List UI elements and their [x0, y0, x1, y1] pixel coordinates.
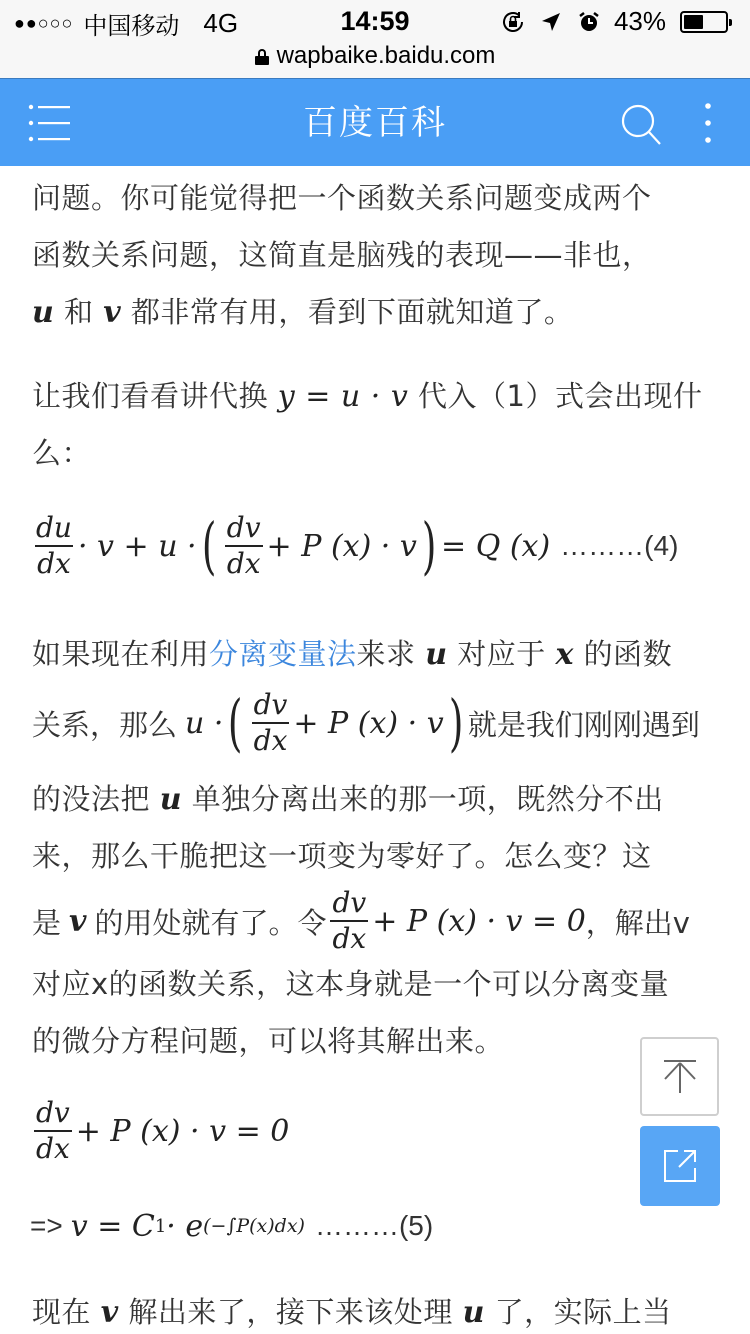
more-vertical-icon	[690, 93, 726, 153]
text-line: 对应x的函数关系，这本身就是一个可以分离变量	[32, 967, 670, 1001]
math-var: u	[462, 1295, 485, 1330]
math-expr: · v + u ·	[77, 528, 197, 564]
text: 来求	[356, 637, 416, 671]
math-var: v	[100, 1295, 119, 1330]
equation-5	[30, 1196, 433, 1256]
paragraph-continued	[32, 771, 722, 885]
back-to-top-icon	[660, 1057, 700, 1097]
math-expr: + P (x) · v = 0	[75, 1113, 290, 1149]
paragraph-continued	[32, 956, 722, 1070]
search-icon	[614, 97, 670, 153]
text: 的用处就有了。令	[94, 905, 327, 940]
text: 关系，那么	[32, 707, 178, 742]
math-var: u	[159, 782, 183, 817]
text-line	[32, 626, 722, 683]
text-line: 函数关系问题，这简直是脑残的表现——非也，	[32, 238, 652, 272]
math-var: x	[555, 637, 574, 672]
text: 的函数	[583, 637, 673, 671]
text: 是	[32, 905, 62, 940]
equation-4	[30, 501, 678, 591]
article-content	[0, 166, 750, 1334]
list-menu-icon	[20, 95, 76, 151]
status-bar	[0, 0, 750, 78]
share-button[interactable]	[640, 1126, 720, 1206]
subscript: 1	[154, 1215, 167, 1237]
equation-homogeneous	[30, 1091, 289, 1171]
app-header	[0, 78, 750, 166]
equation-label: ………(5)	[314, 1210, 434, 1241]
back-to-top-button[interactable]	[640, 1037, 719, 1116]
url-text: wapbaike.baidu.com	[276, 42, 496, 69]
paragraph	[32, 170, 722, 341]
more-button[interactable]	[690, 93, 726, 153]
share-external-icon	[662, 1148, 698, 1184]
text-line	[32, 1284, 722, 1334]
fraction: $\frac{dv}{dx}$	[332, 886, 367, 955]
paren-open: (	[228, 686, 243, 759]
math-expr: + P (x) · v = 0	[372, 903, 586, 939]
alarm-icon	[576, 9, 602, 35]
text-line: 么：	[32, 436, 92, 470]
clock: 14:59	[340, 6, 410, 36]
fraction: $\frac{du}{dx}$	[36, 511, 72, 580]
paren-close: )	[448, 686, 464, 759]
paragraph	[32, 368, 722, 482]
paren-close: )	[421, 509, 437, 582]
math-expr: + P (x) · v	[293, 705, 444, 741]
lock-icon	[255, 49, 269, 65]
paragraph	[32, 1284, 722, 1334]
text-line: 问题。你可能觉得把一个函数关系问题变成两个	[32, 181, 652, 215]
math-var: u	[425, 637, 448, 672]
battery-icon	[680, 11, 728, 33]
text: 如果现在利用	[32, 637, 210, 671]
text-line	[32, 368, 722, 425]
menu-button[interactable]	[20, 95, 76, 151]
carrier-name: 中国移动	[83, 12, 180, 40]
superscript: (−∫P(x)dx)	[203, 1215, 305, 1237]
math-expr: v = C	[70, 1208, 155, 1244]
app-title: 百度百科	[303, 103, 447, 143]
orientation-lock-icon	[500, 9, 526, 35]
text: 和	[64, 295, 94, 329]
text: 解出来了，接下来该处理	[128, 1295, 453, 1329]
text-line	[32, 284, 722, 341]
math-formula: y = u · v	[277, 379, 409, 414]
text-line-with-formula	[32, 881, 690, 961]
text: 对应于	[457, 637, 546, 671]
fraction: $\frac{dv}{dx}$	[36, 1096, 70, 1165]
paragraph	[32, 626, 722, 683]
text: 了，实际上当	[494, 1295, 672, 1329]
address-bar[interactable]	[0, 40, 750, 72]
math-var: v	[69, 903, 87, 939]
text: 代入（1）式会出现什	[418, 379, 703, 413]
network-type: 4G	[203, 8, 239, 38]
text: 就是我们刚刚遇到	[467, 707, 700, 742]
implies-symbol: =>	[30, 1210, 63, 1241]
location-arrow-icon	[538, 9, 564, 35]
math-var: v	[103, 295, 122, 330]
battery-percent: 43%	[613, 6, 666, 36]
text: 现在	[32, 1295, 92, 1329]
text: 单独分离出来的那一项，既然分不出	[191, 782, 664, 816]
math-expr: = Q (x)	[441, 528, 551, 564]
text: 的没法把	[32, 782, 151, 816]
text: ，解出v	[585, 905, 690, 940]
math-var: u	[32, 295, 55, 330]
text-line: 的微分方程问题，可以将其解出来。	[32, 1024, 505, 1058]
signal-strength-icon: ●●○○○	[14, 13, 74, 33]
math-expr: · e	[166, 1208, 204, 1244]
equation-label: ………(4)	[560, 530, 679, 561]
separation-of-variables-link[interactable]: 分离变量法	[209, 637, 357, 671]
text-line	[32, 771, 722, 828]
fraction: $\frac{dv}{dx}$	[226, 511, 261, 580]
text-line: 来，那么干脆把这一项变为零好了。怎么变？这	[32, 839, 652, 873]
math-expr: + P (x) · v	[266, 528, 417, 564]
paren-open: (	[201, 509, 216, 582]
math-var: u ·	[185, 705, 224, 741]
fraction: $\frac{dv}{dx}$	[253, 688, 288, 757]
text-line-with-formula	[32, 678, 700, 768]
text: 都非常有用，看到下面就知道了。	[130, 295, 574, 329]
text: 让我们看看讲代换	[32, 379, 269, 413]
search-button[interactable]	[614, 97, 670, 153]
